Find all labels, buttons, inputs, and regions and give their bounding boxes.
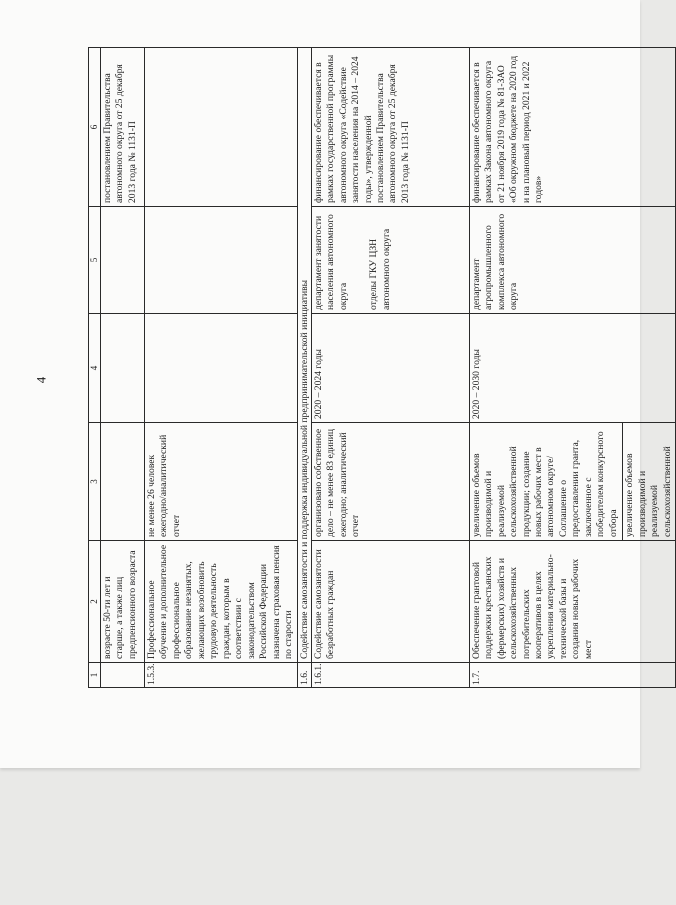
indicator-cell <box>469 423 676 541</box>
source-cell: постановлением Правительства автономного округа от 25 декабря 2013 года № 1131-П <box>101 48 145 207</box>
measure-cell: Обеспечение грантовой поддержки крестьянских (фермерских) хозяйств и сельскохозяйственных потребительских кооперативов в целях укрепления материально-технической базы и создания новых рабочих мест <box>469 541 676 663</box>
table-row <box>101 48 145 688</box>
term-cell: 2020 – 2030 годы <box>469 314 676 423</box>
section-row <box>297 48 311 688</box>
header-cell: 4 <box>89 314 101 423</box>
section-number: 1.6. <box>297 663 311 688</box>
header-cell: 5 <box>89 207 101 314</box>
indicator-cell: не менее 26 человек ежегодно/аналитический отчет <box>145 423 298 541</box>
table-row <box>469 48 676 688</box>
row-number: 1.7. <box>469 663 676 688</box>
executor-cell <box>311 207 469 314</box>
header-cell: 1 <box>89 663 101 688</box>
term-cell <box>145 314 298 423</box>
row-number: 1.5.3. <box>145 663 298 688</box>
indicator-text-continued: увеличение объемов производимой и реализуемой сельскохозяйственной <box>622 423 674 540</box>
header-row <box>89 48 101 688</box>
measure-cell: Содействие самозанятости безработных граждан <box>311 541 469 663</box>
source-cell <box>145 48 298 207</box>
table-row <box>145 48 298 688</box>
table-row <box>311 48 469 688</box>
indicator-cell: организовано собственное дело – не менее 83 единиц ежегодно; аналитический отчет <box>311 423 469 541</box>
executor-sub: отделы ГКУ ЦЗН автономного округа <box>368 228 392 310</box>
indicator-text: увеличение объемов производимой и реализуемой сельскохозяйственной продукции; создание новых рабочих мест в автономном округе/Соглашение о предоставлении гранта, заключенное с победителем конкурсного отбора <box>470 431 619 537</box>
measure-cell: Профессиональное обучение и дополнительное профессиональное образование незанятых, желающих возобновить трудовую деятельность граждан, которым в соответствии с законодательством Российской Федерации назначена страховая пенсия по старости <box>145 541 298 663</box>
row-number <box>101 663 145 688</box>
executor-main: департамент занятости населения автономного округа <box>312 214 349 310</box>
spacer <box>350 210 368 310</box>
indicator-cell <box>101 423 145 541</box>
source-cell: финансирование обеспечивается в рамках Закона автономного округа от 21 ноября 2019 года № 81-ЗАО «Об окружном бюджете на 2020 год и на плановый период 2021 и 2022 годов» <box>469 48 676 207</box>
executor-cell: департамент агропромышленного комплекса автономного округа <box>469 207 676 314</box>
executor-cell <box>101 207 145 314</box>
executor-cell <box>145 207 298 314</box>
measures-table <box>88 47 676 688</box>
source-cell: финансирование обеспечивается в рамках государственной программы автономного округа «Содействие занятости населения на 2014 – 2024 годы», утвержденной постановлением Правительства автономного округа от 25 декабря 2013 года № 1131-П <box>311 48 469 207</box>
page-number: 4 <box>33 376 49 384</box>
header-cell: 6 <box>89 48 101 207</box>
row-number: 1.6.1. <box>311 663 469 688</box>
term-cell <box>101 314 145 423</box>
term-cell: 2020 – 2024 годы <box>311 314 469 423</box>
rotated-table-container <box>88 48 673 688</box>
header-cell: 2 <box>89 541 101 663</box>
section-title: Содействие самозанятости и поддержка индивидуальной предпринимательской инициативы <box>297 48 311 663</box>
header-cell: 3 <box>89 423 101 541</box>
measure-cell: возрасте 50-ти лет и старше, а также лиц предпенсионного возраста <box>101 541 145 663</box>
